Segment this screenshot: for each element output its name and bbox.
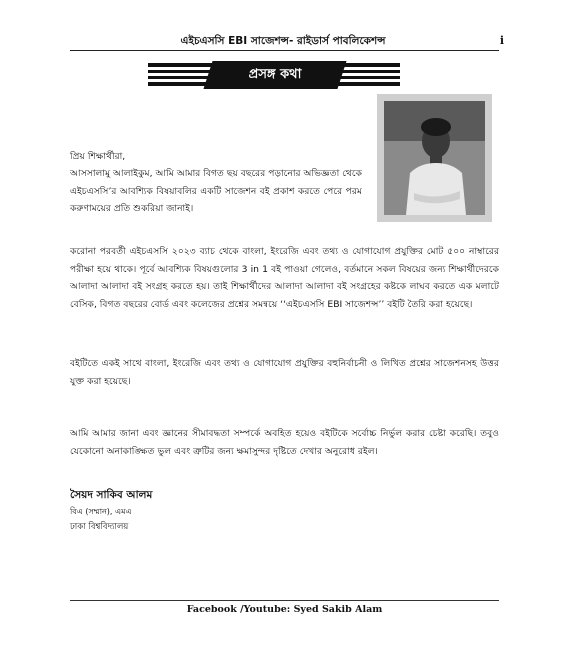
page-number: i <box>499 34 504 47</box>
paragraph-apology: আমি আমার জানা এবং জ্ঞানের সীমাবদ্ধতা সম্পর্কে অবহিত হয়েও বইটিকে সর্বোচ্চ নির্ভুল করার চেষ্টা করেছি। তবুও যেকোনো অনাকাঙ্ক্ষিত ভুল এবং ত্রুটির জন্য ক্ষমাসুন্দর দৃষ্টিতে দেখার অনুরোধ রইল। <box>70 428 499 457</box>
header-divider <box>70 50 499 51</box>
greeting: প্রিয় শিক্ষার্থীরা, <box>70 151 126 162</box>
header-title: এইচএসসি EBI সাজেশন্স- রাইডার্স পাবলিকেশন্স <box>180 35 386 47</box>
footer-social: Facebook /Youtube: Syed Sakib Alam <box>186 604 383 615</box>
footer-divider <box>70 600 499 601</box>
author-degree: বিএ (সম্মান), এমএ <box>70 507 132 516</box>
page-header <box>70 34 504 50</box>
section-banner <box>148 58 400 92</box>
author-photo <box>384 101 485 215</box>
author-institution: ঢাকা বিশ্ববিদ্যালয় <box>70 522 129 532</box>
paragraph-background: করোনা পরবর্তী এইচএসসি ২০২৩ ব্যাচ থেকে বাংলা, ইংরেজি এবং তথ্য ও যোগাযোগ প্রযুক্তির মোট ৫০০ নাম্বারের পরীক্ষা হয়ে থাকে। পূর্বে আবশ্যিক বিষয়গুলোর 3 in 1 বই পাওয়া গেলেও, বর্তমানে সকল বিষয়ের জন্য শিক্ষার্থীদেরকে আলাদা আলাদা বই সংগ্রহ করতে হয়। তাই শিক্ষার্থীদের আলাদা আলাদা বই সংগ্রহের কষ্টকে লাঘব করতে এক মলাটে বেসিক, বিগত বছরের বোর্ড এবং কলেজের প্রশ্নের সমন্বয়ে ‘‘এইচএসসি EBI সাজেশন্স’’ বইটি তৈরি করা হয়েছে। <box>70 246 499 310</box>
author-photo-frame <box>377 94 492 222</box>
paragraph-intro: আসসালামু আলাইকুম, আমি আমার বিগত ছয় বছরের পড়ানোর অভিজ্ঞতা থেকে এইচএসসি’র আবশ্যিক বিষয়াবলির একটি সাজেশন বই প্রকাশ করতে পেরে পরম করুণাময়ের প্রতি শুকরিয়া জানাই। <box>70 168 362 214</box>
author-name: সৈয়দ সাকিব আলম <box>70 489 153 501</box>
banner-title: প্রসঙ্গ কথা <box>248 67 302 82</box>
paragraph-contents: বইটিতে একই সাথে বাংলা, ইংরেজি এবং তথ্য ও যোগাযোগ প্রযুক্তির বহুনির্বাচনী ও লিখিত প্রশ্নের সাজেশনসহ উত্তর যুক্ত করা হয়েছে। <box>70 358 499 387</box>
